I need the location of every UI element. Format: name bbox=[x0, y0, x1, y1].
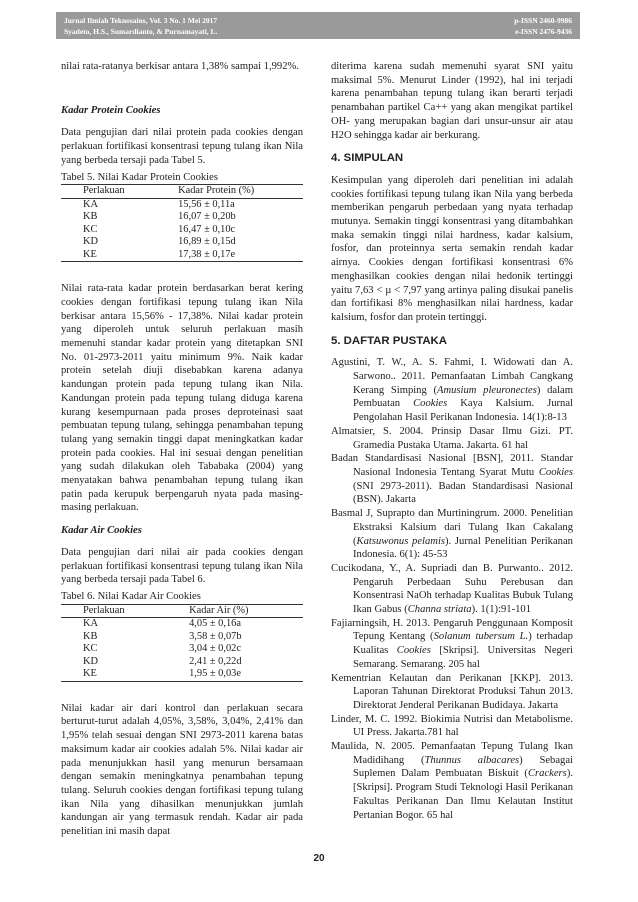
table6-caption: Tabel 6. Nilai Kadar Air Cookies bbox=[61, 590, 201, 602]
reference-text: ) Sebagai Suplemen Dalam Pembuatan Biskuit ( bbox=[353, 754, 573, 780]
page-number: 20 bbox=[313, 853, 325, 864]
header-left bbox=[64, 15, 217, 37]
table-row bbox=[61, 618, 303, 631]
table5-caption: Tabel 5. Nilai Kadar Protein Cookies bbox=[61, 171, 218, 183]
table6-header-air: Kadar Air (%) bbox=[167, 604, 303, 618]
simpulan-paragraph: Kesimpulan yang diperoleh dari penelitian ini adalah cookies fortifikasi tepung tulang ikan Nila yang berbeda memberikan pengaruh perbedaan yang nyata terhadap mutunya. Semakin tinggi konsentrasi yang ditambahkan maka semakin tinggi nilai hardness, kadar kalsium, fosfor, dan proteinnya serta semakin rendah kadar airnya. Cookies dengan fortifikasi konsentrasi 6% menghasilkan cookies dengan nilai hedonik tertinggi yaitu 7,63 < µ < 7,97 yang artinya paling disukai panelis dan fortifikasi 8% menghasilkan nilai hardness, kadar kalsium, fosfor dan protein tertinggi. bbox=[331, 174, 573, 323]
table-cell: 2,41 ± 0,22d bbox=[189, 655, 242, 667]
air-paragraph-2: Nilai kadar air dari kontrol dan perlakuan secara berturut-turut adalah 4,05%, 3,58%, 3,04%, 2,41% dan 1,95% telah sesuai dengan SNI 2973-2011 karena batas maksimum kadar air cookies adalah 5%. Nilai kadar air pada menunjukkan hasil yang menurun bersamaan dengan semakin meningkatnya penambahan tepung tulang. Seluruh cookies dengan fortifikasi tepung tulang ikan Nila yang dihasilkan menunjukkan jumlah kandungan air yang termasuk rendah. Kadar air pada penelitian ini masih dapat bbox=[61, 702, 303, 838]
table-row bbox=[61, 249, 303, 262]
table-cell: KE bbox=[61, 668, 167, 681]
pissn: p-ISSN 2460-9986 bbox=[514, 16, 572, 25]
reference-text: Linder, M. C. 1992. Biokimia Nutrisi dan Metabolisme. UI Press. Jakarta.781 hal bbox=[331, 713, 573, 739]
table-row bbox=[61, 643, 303, 656]
reference-text: ) terhadap Kualitas bbox=[353, 631, 573, 657]
reference-list bbox=[331, 356, 573, 822]
reference-entry bbox=[331, 713, 573, 740]
reference-entry bbox=[331, 617, 573, 672]
reference-text: ) dalam Pembuatan bbox=[353, 384, 573, 410]
reference-italic: Crackers bbox=[527, 768, 567, 780]
reference-text: [Skripsi]. Universitas Negeri Semarang. Semarang. 205 hal bbox=[353, 645, 574, 670]
table-cell: KA bbox=[83, 198, 99, 210]
reference-text: Fajiarningsih, H. 2013. Pengaruh Penggunaan Komposit Tepung Kentang ( bbox=[331, 617, 573, 643]
air-continuation: diterima karena sudah memenuhi syarat SNI yaitu maksimal 5%. Menurut Linder (1992), hal ini terjadi karena penambahan tepung tulang ikan berarti terjadi penambahan partikel Ca++ yang akan mengikat partikel OH- yang merupakan bagian dari unsur-unsur air atau H2O sehingga kadar air berkurang. bbox=[331, 61, 573, 141]
reference-italic: Thunnus albacares bbox=[424, 754, 520, 766]
protein-paragraph-2: Nilai rata-rata kadar protein berdasarkan berat kering cookies dengan fortifikasi tepung tulang ikan Nila berkisar antara 15,56% - 17,38%. Nilai kadar protein yang diperoleh untuk seluruh perlakuan masih memenuhi standar kadar protein yang ditetapkan SNI No. 01-2973-2011 yaitu minimum 9%. Naik kadar protein setelah diuji disebabkan karena adanya kandungan protein pada tepung tulang ikan Nila. Kandungan protein pada tepung tulang diduga karena kurang kesempurnaan pada proses deproteinasi saat pembuatan tepung tulang, sehingga penambahan tepung tulang yang semakin tinggi dapat meningkatkan kadar protein pada cookies. Hal ini sesuai dengan penelitian yang sudah dilakukan oleh Tababaka (2004) yang menyatakan bahwa penambahan tepung tulang ikan patin pada kerupuk berpengaruh nyata pada masing-masing perlakuan. bbox=[61, 283, 303, 514]
table-cell: 3,04 ± 0,02c bbox=[189, 643, 241, 655]
header-right bbox=[514, 15, 572, 37]
journal-header bbox=[56, 12, 580, 39]
reference-entry bbox=[331, 452, 573, 507]
reference-entry bbox=[331, 740, 573, 822]
table5-header-perlakuan: Perlakuan bbox=[61, 185, 156, 199]
table-row bbox=[61, 631, 303, 644]
table-cell: 3,58 ± 0,07b bbox=[189, 630, 242, 642]
reference-entry bbox=[331, 356, 573, 425]
table-row bbox=[61, 224, 303, 237]
table-cell: KD bbox=[83, 655, 99, 667]
reference-text: ). [Skripsi]. Program Studi Teknologi Hasil Perikanan Fakultas Perikanan Dan Ilmu Kelautan Institut Pertanian Bogor. 65 hal bbox=[353, 768, 573, 821]
reference-italic: Cookies bbox=[396, 645, 431, 657]
table6-header-perlakuan: Perlakuan bbox=[61, 604, 167, 618]
reference-italic: Cookies bbox=[413, 398, 448, 410]
reference-text: Kementrian Kelautan dan Perikanan [KKP]. 2013. Laporan Tahunan Direktorat Produksi Tahun 2013. Direktorat Jenderal Perikanan Budidaya. Jakarta bbox=[331, 672, 573, 711]
protein-heading: Kadar Protein Cookies bbox=[61, 104, 161, 116]
reference-text: Cucikodana, Y., A. Supriadi dan B. Purwanto.. 2012. Pengaruh Perbedaan Suhu Perebusan dan Konsentrasi NaOh terhadap Kualitas Bubuk Tulang Ikan Gabus ( bbox=[331, 562, 573, 616]
reference-text: Maulida, N. 2005. Pemanfaatan Tepung Tulang Ikan Madidihang ( bbox=[331, 741, 573, 766]
reference-italic: Katsuwonus pelamis bbox=[356, 535, 446, 547]
reference-text: ). Jurnal Penelitian Perikanan Indonesia. 6(1): 45-53 bbox=[353, 535, 573, 561]
table-row bbox=[61, 211, 303, 224]
reference-entry bbox=[331, 425, 573, 452]
reference-text: Kaya Kalsium. Jurnal Pengolahan Hasil Perikanan Indonesia. 14(1):8-13 bbox=[353, 398, 573, 424]
table-cell: KA bbox=[83, 618, 99, 630]
eissn: e-ISSN 2476-9436 bbox=[515, 27, 572, 36]
table-6 bbox=[61, 604, 303, 682]
table-cell: KE bbox=[61, 249, 156, 262]
air-heading: Kadar Air Cookies bbox=[61, 525, 142, 537]
table-cell: KB bbox=[83, 630, 98, 642]
table-cell: KC bbox=[83, 643, 98, 655]
protein-paragraph-1: Data pengujian dari nilai protein pada cookies dengan perlakuan fortifikasi konsentrasi tepung tulang ikan Nila yang berbeda tersaji pada Tabel 5. bbox=[61, 127, 303, 166]
table-cell: 16,47 ± 0,10c bbox=[178, 223, 236, 235]
reference-text: Agustini, T. W., A. S. Fahmi, I. Widowati dan A. Sarwono.. 2011. Pemanfaatan Limbah Cangkang Kerang Simping ( bbox=[331, 357, 573, 396]
reference-text: ). 1(1):91-101 bbox=[471, 604, 532, 616]
table-row bbox=[61, 656, 303, 669]
table-cell: 15,56 ± 0,11a bbox=[178, 198, 235, 210]
table-cell: 16,89 ± 0,15d bbox=[178, 236, 236, 248]
journal-title: Jurnal Ilmiah Teknosains, Vol. 3 No. 1 Mei 2017 bbox=[64, 16, 218, 25]
header-authors: Syadeto, H.S., Sumardianto, & Purnamayati, L. bbox=[64, 27, 218, 36]
table-row bbox=[61, 198, 303, 211]
table-row bbox=[61, 668, 303, 681]
reference-text: Basmal J, Suprapto dan Murtiningrum. 2000. Penelitian Ekstraksi Kalsium dari Tulang Ikan Cakalang ( bbox=[331, 508, 573, 547]
table-cell: 16,07 ± 0,20b bbox=[178, 211, 236, 223]
intro-text: nilai rata-ratanya berkisar antara 1,38% sampai 1,992%. bbox=[61, 61, 299, 72]
table-cell: 17,38 ± 0,17e bbox=[156, 249, 303, 262]
table-row bbox=[61, 236, 303, 249]
table-cell: KC bbox=[83, 223, 98, 235]
reference-text: Badan Standardisasi Nasional [BSN], 2011. Standar Nasional Indonesia Tentang Syarat Mutu bbox=[331, 453, 573, 478]
table5-header-protein: Kadar Protein (%) bbox=[156, 185, 303, 199]
right-column bbox=[331, 60, 573, 822]
table-cell: KD bbox=[83, 236, 99, 248]
reference-text: (SNI 2973-2011). Badan Standardisasi Nasional (BSN). Jakarta bbox=[353, 480, 573, 506]
reference-text: Almatsier, S. 2004. Prinsip Dasar Ilmu Gizi. PT. Gramedia Pustaka Utama. Jakarta. 61 hal bbox=[331, 425, 573, 451]
table-cell: 4,05 ± 0,16a bbox=[189, 618, 241, 630]
reference-entry bbox=[331, 562, 573, 617]
table-cell: 1,95 ± 0,03e bbox=[167, 668, 303, 681]
pustaka-heading: 5. DAFTAR PUSTAKA bbox=[331, 334, 448, 347]
table-cell: KB bbox=[83, 211, 98, 223]
reference-italic: Cookies bbox=[538, 466, 573, 478]
air-paragraph-1: Data pengujian dari nilai air pada cookies dengan perlakuan fortifikasi konsentrasi tepung tulang ikan Nila yang berbeda tersaji pada Tabel 6. bbox=[61, 546, 303, 586]
reference-italic: Amusium pleuronectes bbox=[437, 384, 537, 396]
simpulan-heading: 4. SIMPULAN bbox=[331, 152, 404, 165]
reference-entry bbox=[331, 507, 573, 562]
table-5 bbox=[61, 184, 303, 262]
left-column bbox=[61, 60, 303, 839]
reference-italic: Solanum tubersum L. bbox=[433, 631, 529, 643]
reference-italic: Channa striata bbox=[407, 604, 472, 616]
reference-entry bbox=[331, 672, 573, 713]
